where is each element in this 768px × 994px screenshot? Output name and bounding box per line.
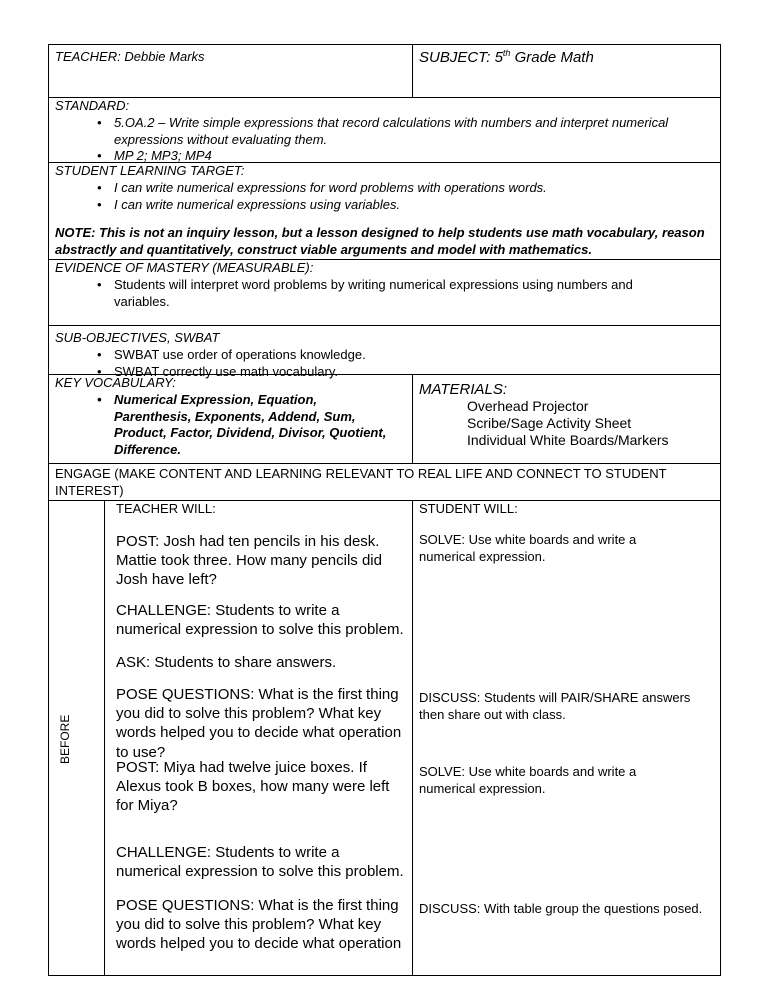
learning-target-heading: STUDENT LEARNING TARGET:	[55, 163, 245, 178]
learning-target-list	[89, 180, 699, 213]
evidence-item: • Students will interpret word problems by writing numerical expressions using numbers and variables.	[89, 277, 684, 310]
vocabulary-list	[89, 392, 389, 459]
sub-objective-item: • SWBAT use order of operations knowledge.	[89, 347, 699, 364]
sub-objective-item: • SWBAT correctly use math vocabulary.	[89, 364, 699, 381]
standard-heading: STANDARD:	[55, 98, 130, 113]
teacher-post-2: POST: Miya had twelve juice boxes. If Alexus took B boxes, how many were left for Miya?	[116, 759, 390, 815]
engage-heading: ENGAGE (MAKE CONTENT AND LEARNING RELEVANT TO REAL LIFE AND CONNECT TO STUDENT INTEREST)	[55, 466, 667, 498]
side-label-cell	[48, 500, 105, 976]
student-will-header: STUDENT WILL:	[419, 501, 518, 516]
student-solve-2: SOLVE: Use white boards and write a numerical expression.	[419, 764, 637, 796]
teacher-ask: ASK: Students to share answers.	[116, 654, 337, 671]
evidence-list	[89, 277, 684, 310]
student-discuss-1: DISCUSS: Students will PAIR/SHARE answers then share out with class.	[419, 690, 691, 722]
subject-cell	[412, 44, 721, 98]
vocabulary-heading: KEY VOCABULARY:	[55, 375, 176, 390]
teacher-pose-1: POSE QUESTIONS: What is the first thing you did to solve this problem? What key words helped you to decide what operation to use?	[116, 686, 402, 761]
teacher-challenge-2: CHALLENGE: Students to write a numerical expression to solve this problem.	[116, 844, 404, 881]
materials-item: Overhead Projector	[467, 398, 589, 414]
learning-target-cell	[48, 162, 721, 260]
teacher-post-1: POST: Josh had ten pencils in his desk. Mattie took three. How many pencils did Josh have left?	[116, 533, 382, 589]
vocabulary-item: • Numerical Expression, Equation, Parenthesis, Exponents, Addend, Sum, Product, Factor, Dividend, Divisor, Quotient, Difference.	[89, 392, 389, 459]
sub-objectives-heading: SUB-OBJECTIVES, SWBAT	[55, 330, 220, 345]
evidence-cell	[48, 259, 721, 326]
learning-target-item: • I can write numerical expressions for word problems with operations words.	[89, 180, 699, 197]
engage-heading-cell	[48, 463, 721, 501]
standard-cell	[48, 97, 721, 163]
teacher-will-header: TEACHER WILL:	[116, 501, 216, 516]
teacher-pose-2: POSE QUESTIONS: What is the first thing you did to solve this problem? What key words helped you to decide what operation	[116, 897, 402, 953]
materials-cell	[412, 374, 721, 464]
materials-item: Scribe/Sage Activity Sheet	[467, 415, 632, 431]
subject-title: SUBJECT: 5th Grade Math	[419, 48, 594, 66]
standard-list	[89, 115, 699, 165]
student-discuss-2: DISCUSS: With table group the questions posed.	[419, 901, 703, 916]
standard-item: • MP 2; MP3; MP4	[89, 148, 699, 165]
learning-target-item: • I can write numerical expressions using variables.	[89, 197, 699, 214]
materials-heading: MATERIALS:	[419, 381, 508, 398]
evidence-heading: EVIDENCE OF MASTERY (MEASURABLE):	[55, 260, 314, 275]
before-label: BEFORE	[58, 714, 72, 764]
note-text: NOTE: This is not an inquiry lesson, but a lesson designed to help students use math vocabulary, reason abstractly and quantitatively, construct viable arguments and model with mathematics.	[55, 225, 705, 257]
materials-item: Individual White Boards/Markers	[467, 432, 669, 448]
sub-objectives-cell	[48, 325, 721, 379]
standard-item: • 5.OA.2 – Write simple expressions that record calculations with numbers and interpret numerical expressions without evaluating them.	[89, 115, 699, 148]
student-solve-1: SOLVE: Use white boards and write a numerical expression.	[419, 532, 637, 564]
teacher-challenge-1: CHALLENGE: Students to write a numerical expression to solve this problem.	[116, 602, 404, 639]
teacher-name: TEACHER: Debbie Marks	[55, 49, 205, 64]
teacher-cell	[48, 44, 413, 98]
vocabulary-cell	[48, 374, 413, 464]
